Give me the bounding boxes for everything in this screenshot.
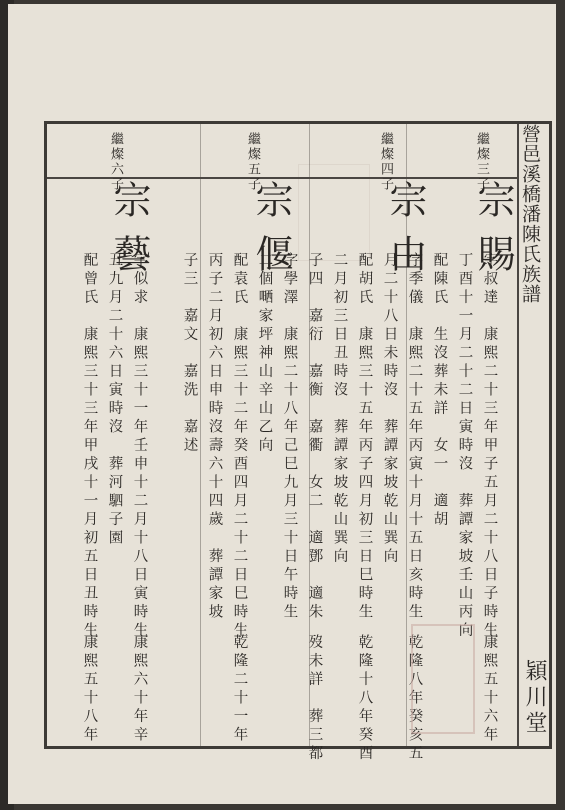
- record-line: 字季儀 康熙二十五年丙寅十月十五日亥時生: [406, 252, 423, 622]
- record-line: 字學澤 康熙二十八年己巳九月三十日午時生: [281, 252, 298, 622]
- record-line: 子三 嘉文 嘉洗 嘉述: [181, 252, 198, 456]
- record-line-tail: 乾隆二十一年: [231, 634, 248, 745]
- record-line: 月二十八日未時沒 葬譚家坡乾山巽向: [381, 252, 398, 567]
- record-line: 配陳氏 生沒葬未詳 女一 適胡: [431, 252, 448, 530]
- person-name: 宗藝: [107, 180, 151, 288]
- record-line: 丑九月二十六日寅時沒 葬河駟子園: [106, 252, 123, 548]
- generation-label: 繼燦六子: [108, 132, 123, 192]
- record-line: 丙子二月初六日申時沒壽六十四歲 葬譚家坡: [206, 252, 223, 622]
- record-line: 子四 嘉衍 嘉衡 嘉衢 女二 適鄧 適朱: [306, 252, 323, 622]
- person-name: 宗偃: [249, 180, 293, 288]
- record-line: 配袁氏 康熙三十二年癸酉四月二十二日巳時生: [231, 252, 248, 641]
- record-line-tail: 歿未詳 葬三都: [306, 634, 323, 764]
- record-line-tail: 康熙五十八年: [81, 634, 98, 745]
- record-line: 字叔達 康熙二十三年甲子五月二十八日子時生: [481, 252, 498, 641]
- record-line: 配曾氏 康熙三十三年甲戌十一月初五日丑時生: [81, 252, 98, 641]
- record-line: 配胡氏 康熙三十五年丙子四月初三日巳時生: [356, 252, 373, 622]
- red-seal-stamp: [411, 624, 475, 734]
- record-line-tail: 康熙五十六年: [481, 634, 498, 745]
- person-name: 宗賜: [471, 180, 515, 288]
- record-line: 二個嗮家坪神山辛山乙向: [256, 252, 273, 456]
- person-divider: [200, 124, 201, 746]
- generation-label: 繼燦三子: [474, 132, 489, 192]
- scanned-page: [8, 4, 556, 804]
- record-line: 字似求 康熙三十一年壬申十二月十八日寅時生: [131, 252, 148, 641]
- record-line-tail: 乾隆八年癸亥五: [406, 634, 423, 764]
- person-name: 宗由: [383, 180, 427, 288]
- generation-label: 繼燦五子: [245, 132, 260, 192]
- record-line-tail: 康熙六十年辛: [131, 634, 148, 745]
- hall-name: 穎川堂: [522, 659, 547, 737]
- record-line-tail: 乾隆十八年癸酉: [356, 634, 373, 764]
- record-line: 丁酉十一月二十二日寅時沒 葬譚家坡壬山丙向: [456, 252, 473, 641]
- book-title: 營邑溪橋潘陳氏族譜: [519, 124, 541, 304]
- record-line: 二月初三日丑時沒 葬譚家坡乾山巽向: [331, 252, 348, 567]
- generation-label: 繼燦四子: [378, 132, 393, 192]
